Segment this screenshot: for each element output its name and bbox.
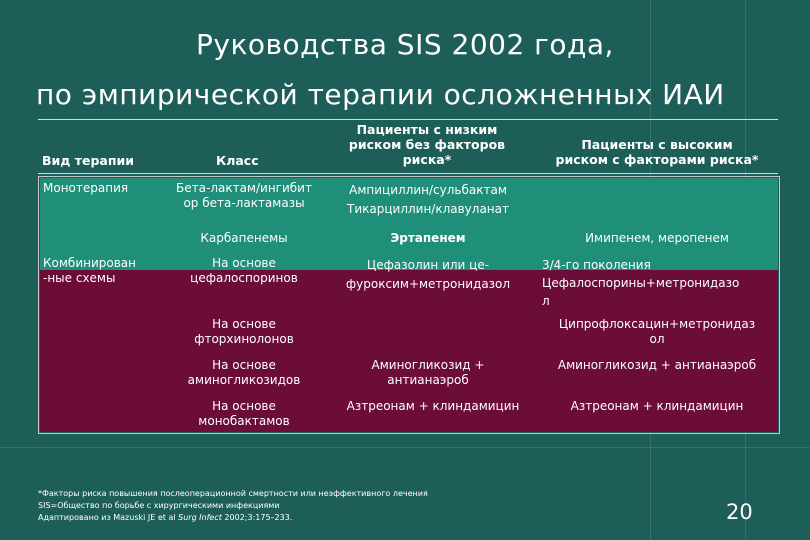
cell-aminoglycoside-class: На основе аминогликозидов [187, 358, 301, 387]
cell-monobactam-class: На основе монобактамов [198, 399, 290, 428]
header-high-risk: Пациенты с высоким риском с факторами риска* [555, 137, 759, 167]
header-therapy-type: Вид терапии [42, 153, 134, 168]
header-bottom-rule [38, 173, 778, 174]
table-top-rule [38, 119, 778, 120]
header-class: Класс [216, 153, 259, 168]
slide-title-line-1: Руководства SIS 2002 года, [196, 28, 614, 61]
cell-fluoroquinolone-high: Ципрофлоксацин+метронидаз ол [558, 317, 756, 346]
footnote-sis: SIS=Общество по борьбе с хирургическими инфекциями [38, 501, 280, 510]
cell-carbapenem-high: Имипенем, меропенем [585, 231, 729, 245]
cell-monotherapy: Монотерапия [43, 181, 129, 195]
header-low-risk: Пациенты с низким риском без факторов риска* [348, 122, 506, 167]
cell-carbapenem-low: Эртапенем [390, 231, 466, 245]
cell-monobactam-low: Азтреонам + клиндамицин [346, 399, 520, 413]
cell-cephalosporin-low: Цефазолин или це- фуроксим+метронидазол [345, 258, 511, 291]
decor-horizontal-line [0, 447, 810, 448]
slide-title-line-2: по эмпирической терапии осложненных ИАИ [36, 78, 725, 111]
page-number: 20 [726, 500, 753, 524]
cell-aminoglycoside-high: Аминогликозид + антианаэроб [557, 358, 757, 372]
cell-carbapenem-class: Карбапенемы [200, 231, 288, 245]
cell-monobactam-high: Азтреонам + клиндамицин [570, 399, 744, 413]
footnote-citation: Адаптировано из Mazuski JE et al Surg Infect 2002;3:175–233. [38, 513, 293, 522]
cell-fluoroquinolone-class: На основе фторхинолонов [194, 317, 294, 346]
cell-cephalosporin-class: На основе цефалоспоринов [190, 256, 298, 285]
cell-cephalosporin-high: 3/4-го поколения Цефалоспорины+метронидазо л [542, 258, 740, 308]
cell-combination: Комбинирован -ные схемы [43, 256, 136, 285]
cell-beta-lactam-class: Бета-лактам/ингибит ор бета-лактамазы [176, 181, 312, 210]
cell-aminoglycoside-low: Аминогликозид + антианаэроб [371, 358, 485, 387]
cell-beta-lactam-low: Ампициллин/сульбактам Тикарциллин/клавуланат [347, 183, 509, 216]
footnote-risk-factors: *Факторы риска повышения послеоперационной смертности или неэффективного лечения [38, 489, 428, 498]
